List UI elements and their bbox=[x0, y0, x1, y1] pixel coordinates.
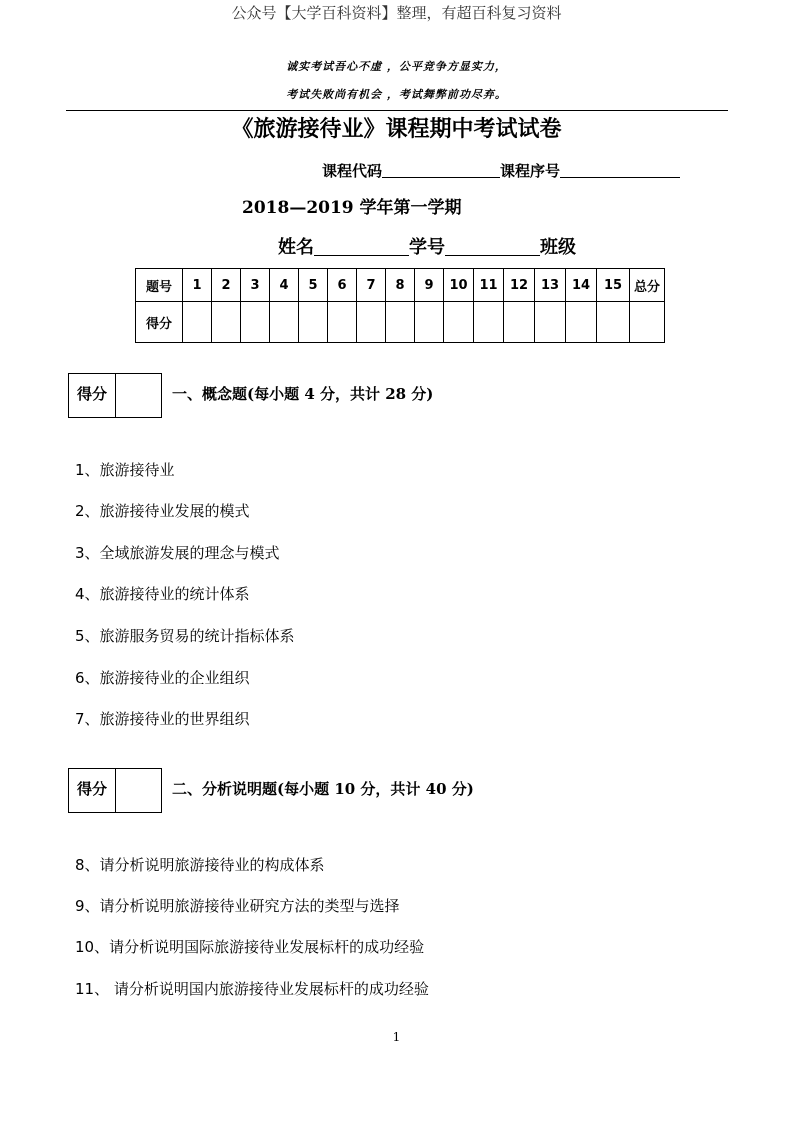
course-code-field[interactable] bbox=[382, 162, 500, 178]
question-number: 15 bbox=[597, 269, 630, 302]
name-label: 姓名 bbox=[278, 237, 314, 258]
course-seq-field[interactable] bbox=[560, 162, 680, 178]
motto-line-1: 诚实考试吾心不虚 ，公平竞争方显实力， bbox=[286, 60, 507, 73]
question-number: 10 bbox=[444, 269, 474, 302]
score-cell[interactable] bbox=[386, 302, 415, 343]
section-2-score-label: 得分 bbox=[69, 769, 116, 812]
section-1-title: 一、概念题(每小题 4 分，共计 28 分) bbox=[172, 385, 434, 403]
question-number: 1 bbox=[183, 269, 212, 302]
student-info-line bbox=[278, 233, 576, 259]
course-code-line bbox=[322, 160, 680, 181]
question-number: 7 bbox=[357, 269, 386, 302]
question-item: 2、旅游接待业发展的模式 bbox=[75, 502, 250, 520]
total-label: 总分 bbox=[630, 269, 665, 302]
score-cell[interactable] bbox=[241, 302, 270, 343]
question-item: 7、旅游接待业的世界组织 bbox=[75, 710, 250, 728]
question-item: 3、全域旅游发展的理念与模式 bbox=[75, 544, 280, 562]
question-number: 6 bbox=[328, 269, 357, 302]
question-item: 6、旅游接待业的企业组织 bbox=[75, 669, 250, 687]
motto-line-2: 考试失败尚有机会 ，考试舞弊前功尽弃。 bbox=[286, 88, 507, 101]
score-table-score-row bbox=[136, 302, 665, 343]
score-cell[interactable] bbox=[597, 302, 630, 343]
header-note: 公众号【大学百科资料】整理，有超百科复习资料 bbox=[231, 4, 562, 22]
question-number: 11 bbox=[474, 269, 504, 302]
term: 2018—2019 学年第一学期 bbox=[242, 198, 462, 218]
score-cell[interactable] bbox=[474, 302, 504, 343]
score-table bbox=[135, 268, 665, 343]
page-number: 1 bbox=[392, 1030, 401, 1044]
student-id-label: 学号 bbox=[409, 237, 445, 258]
question-number: 8 bbox=[386, 269, 415, 302]
total-score-cell[interactable] bbox=[630, 302, 665, 343]
section-1-score-box bbox=[68, 373, 162, 418]
student-id-field[interactable] bbox=[445, 237, 540, 256]
question-number: 14 bbox=[566, 269, 597, 302]
score-cell[interactable] bbox=[270, 302, 299, 343]
question-number: 12 bbox=[504, 269, 535, 302]
question-item: 11、 请分析说明国内旅游接待业发展标杆的成功经验 bbox=[75, 980, 429, 998]
score-cell[interactable] bbox=[504, 302, 535, 343]
name-field[interactable] bbox=[314, 237, 409, 256]
score-cell[interactable] bbox=[566, 302, 597, 343]
exam-title: 《旅游接待业》课程期中考试试卷 bbox=[231, 116, 562, 142]
question-number: 13 bbox=[535, 269, 566, 302]
question-item: 8、请分析说明旅游接待业的构成体系 bbox=[75, 856, 325, 874]
course-code-label: 课程代码 bbox=[322, 162, 383, 180]
question-item: 1、旅游接待业 bbox=[75, 461, 175, 479]
class-label: 班级 bbox=[540, 237, 576, 258]
section-1-score-field[interactable] bbox=[116, 374, 161, 417]
section-2-title: 二、分析说明题(每小题 10 分，共计 40 分) bbox=[172, 780, 474, 798]
score-cell[interactable] bbox=[415, 302, 444, 343]
question-number: 5 bbox=[299, 269, 328, 302]
score-cell[interactable] bbox=[444, 302, 474, 343]
section-2-score-field[interactable] bbox=[116, 769, 161, 812]
score-cell[interactable] bbox=[357, 302, 386, 343]
question-number-label: 题号 bbox=[136, 269, 183, 302]
question-number: 2 bbox=[212, 269, 241, 302]
score-table-header-row bbox=[136, 269, 665, 302]
question-number: 9 bbox=[415, 269, 444, 302]
score-cell[interactable] bbox=[212, 302, 241, 343]
question-number: 3 bbox=[241, 269, 270, 302]
score-cell[interactable] bbox=[535, 302, 566, 343]
question-item: 5、旅游服务贸易的统计指标体系 bbox=[75, 627, 295, 645]
question-item: 10、请分析说明国际旅游接待业发展标杆的成功经验 bbox=[75, 938, 425, 956]
course-seq-label: 课程序号 bbox=[500, 162, 561, 180]
score-cell[interactable] bbox=[299, 302, 328, 343]
section-2-score-box bbox=[68, 768, 162, 813]
header-divider bbox=[66, 110, 728, 111]
section-1-score-label: 得分 bbox=[69, 374, 116, 417]
score-cell[interactable] bbox=[183, 302, 212, 343]
score-cell[interactable] bbox=[328, 302, 357, 343]
question-item: 4、旅游接待业的统计体系 bbox=[75, 585, 250, 603]
question-item: 9、请分析说明旅游接待业研究方法的类型与选择 bbox=[75, 897, 400, 915]
score-row-label: 得分 bbox=[136, 302, 183, 343]
question-number: 4 bbox=[270, 269, 299, 302]
